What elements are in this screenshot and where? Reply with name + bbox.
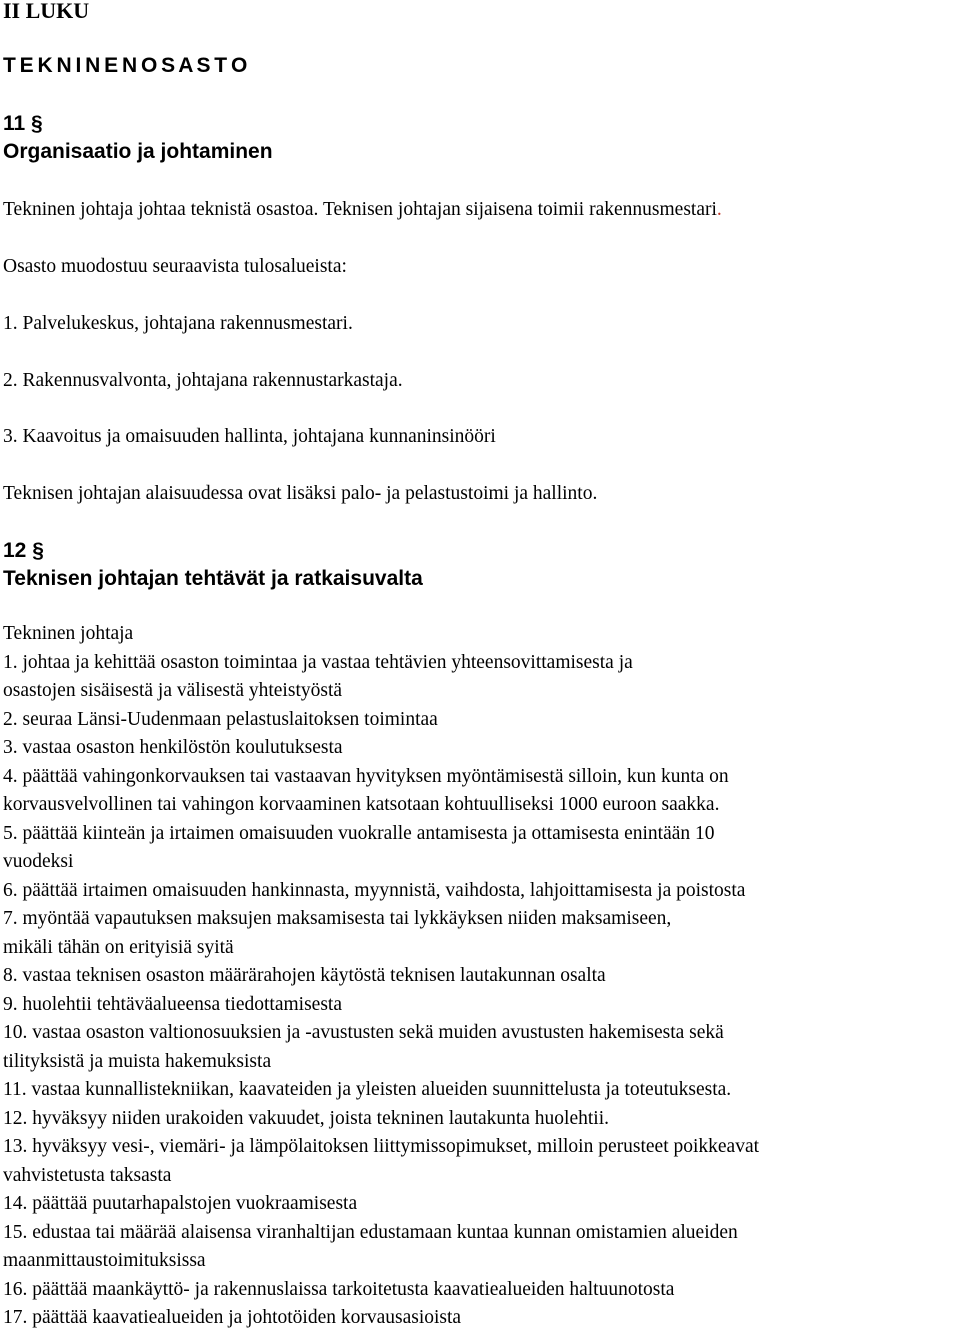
list-item: korvausvelvollinen tai vahingon korvaaminen katsotaan kohtuulliseksi 1000 euroon saakka.	[3, 794, 720, 815]
section-11-note: Teknisen johtajan alaisuudessa ovat lisäksi palo- ja pelastustoimi ja hallinto.	[3, 483, 598, 504]
list-item: 11. vastaa kunnallistekniikan, kaavateiden ja yleisten alueiden suunnittelusta ja toteutuksesta.	[3, 1079, 732, 1100]
list-item: 15. edustaa tai määrää alaisensa viranhaltijan edustamaan kuntaa kunnan omistamien alueiden	[3, 1221, 738, 1243]
list-item: 3. vastaa osaston henkilöstön koulutuksesta	[3, 737, 343, 758]
area-item-2: 2. Rakennusvalvonta, johtajana rakennustarkastaja.	[3, 370, 403, 391]
section-11-areas-intro: Osasto muodostuu seuraavista tulosalueista:	[3, 256, 347, 277]
area-item-3: 3. Kaavoitus ja omaisuuden hallinta, johtajana kunnaninsinööri	[3, 426, 496, 447]
section-12-title: Teknisen johtajan tehtävät ja ratkaisuvalta	[3, 567, 423, 590]
list-item: tilityksistä ja muista hakemuksista	[3, 1050, 272, 1072]
list-item: 9. huolehtii tehtäväalueensa tiedottamisesta	[3, 993, 342, 1015]
list-item: 12. hyväksyy niiden urakoiden vakuudet, joista tekninen lautakunta huolehtii.	[3, 1107, 609, 1129]
list-item: 8. vastaa teknisen osaston määrärahojen käytöstä teknisen lautakunnan osalta	[3, 965, 606, 986]
section-11-intro	[3, 196, 722, 225]
list-item: 4. päättää vahingonkorvauksen tai vastaavan hyvityksen myöntämisestä silloin, kun kunta on	[3, 765, 729, 787]
list-item: vuodeksi	[3, 851, 74, 872]
duties-list	[3, 620, 958, 1333]
section-11-intro-text: Tekninen johtaja johtaa teknistä osastoa. Teknisen johtajan sijaisena toimii rakennusmestari	[3, 199, 717, 220]
list-item: 1. johtaa ja kehittää osaston toimintaa ja vastaa tehtävien yhteensovittamisesta ja	[3, 651, 633, 673]
list-item: 14. päättää puutarhapalstojen vuokraamisesta	[3, 1193, 358, 1214]
list-item: 5. päättää kiinteän ja irtaimen omaisuuden vuokralle antamisesta ja ottamisesta enintään 10	[3, 822, 715, 844]
department-heading: T E K N I N E N O S A S T O	[3, 54, 248, 77]
list-item: 2. seuraa Länsi-Uudenmaan pelastuslaitoksen toimintaa	[3, 708, 438, 730]
section-11-title: Organisaatio ja johtaminen	[3, 140, 273, 163]
list-item: mikäli tähän on erityisiä syitä	[3, 936, 234, 958]
section-11-number: 11 §	[3, 112, 43, 135]
list-item: osastojen sisäisestä ja välisestä yhteistyöstä	[3, 680, 343, 701]
chapter-heading: II LUKU	[3, 0, 90, 23]
list-item: 17. päättää kaavatiealueiden ja johtotöiden korvausasioista	[3, 1307, 462, 1328]
list-item: 16. päättää maankäyttö- ja rakennuslaissa tarkoitetusta kaavatiealueiden haltuunotosta	[3, 1278, 675, 1300]
section-12-number: 12 §	[3, 539, 44, 562]
list-item: maanmittaustoimituksissa	[3, 1250, 206, 1271]
list-item: Tekninen johtaja	[3, 623, 134, 644]
section-11-intro-end: .	[716, 199, 722, 220]
list-item: 7. myöntää vapautuksen maksujen maksamisesta tai lykkäyksen niiden maksamiseen,	[3, 908, 672, 929]
list-item: 13. hyväksyy vesi-, viemäri- ja lämpölaitoksen liittymissopimukset, milloin perusteet poikkeavat	[3, 1136, 760, 1157]
area-item-1: 1. Palvelukeskus, johtajana rakennusmestari.	[3, 313, 353, 334]
list-item: vahvistetusta taksasta	[3, 1164, 172, 1186]
list-item: 6. päättää irtaimen omaisuuden hankinnasta, myynnistä, vaihdosta, lahjoittamisesta ja poistosta	[3, 879, 746, 901]
list-item: 10. vastaa osaston valtionosuuksien ja -avustusten sekä muiden avustusten hakemisesta sekä	[3, 1022, 724, 1043]
